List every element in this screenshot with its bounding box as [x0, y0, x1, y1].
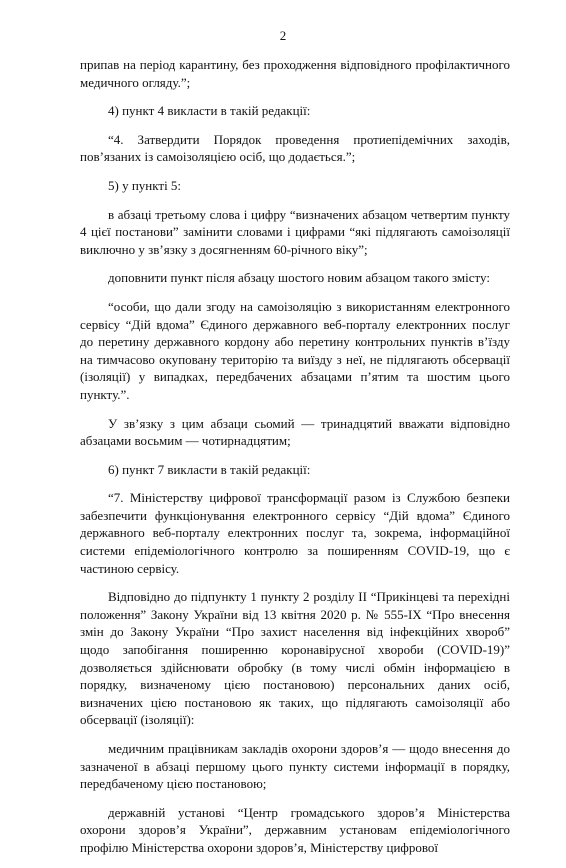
paragraph: державній установі “Центр громадського здоров’я Міністерства охорони здоров’я України”, державним установам епідеміологічного профілю Міністерства охорони здоров’я, Міністерству цифрової: [80, 804, 510, 855]
paragraph: в абзаці третьому слова і цифру “визначених абзацом четвертим пункту 4 цієї постанови” замінити словами і цифрами “які підлягають самоізоляції виключно у зв’язку з досягненням 60-річного віку”;: [80, 206, 510, 257]
paragraph: “7. Міністерству цифрової трансформації разом із Службою безпеки забезпечити функціонування електронного сервісу “Дій вдома” Єдиного державного веб-порталу електронних послуг та, зокрема, інформаційної системи епідеміологічного контролю за поширенням COVID-19, що є частиною сервісу.: [80, 490, 510, 576]
paragraph: Відповідно до підпункту 1 пункту 2 розділу II “Прикінцеві та перехідні положення” Закону України від 13 квітня 2020 р. № 555-IX “Про внесення змін до Закону України “Про захист населення від інфекційних хвороб” щодо запобігання поширенню коронавірусної хвороби (COVID-19)” дозволяється здійснювати обробку (в тому числі обмін інформацією в порядку, визначеному цією постановою) персональних даних осіб, визначених цією постановою як таких, що підлягають самоізоляції або обсервації (ізоляції):: [80, 589, 510, 728]
paragraph: припав на період карантину, без проходження відповідного профілактичного медичного огляду.”;: [80, 57, 510, 90]
paragraph: “4. Затвердити Порядок проведення протиепідемічних заходів, пов’язаних із самоізоляцією осіб, що додається.”;: [80, 131, 510, 165]
page-number: 2: [279, 28, 287, 43]
paragraph: У зв’язку з цим абзаци сьомий — тринадцятий вважати відповідно абзацами восьмим — чотирнадцятим;: [80, 415, 510, 449]
paragraph: 5) у пункті 5:: [108, 177, 182, 193]
paragraph: “особи, що дали згоду на самоізоляцію з використанням електронного сервісу “Дій вдома” Єдиного державного веб-порталу електронних послуг до перетину державного кордону або перетину контрольних пунктів в’їзду на тимчасово окуповану територію та виїзду з неї, не підлягають обсервації (ізоляції) у випадках, передбачених абзацами п’ятим та шостим цього пункту.”.: [80, 298, 510, 402]
paragraph: доповнити пункт після абзацу шостого новим абзацом такого змісту:: [108, 270, 490, 286]
document-body: [80, 56, 510, 868]
paragraph: медичним працівникам закладів охорони здоров’я — щодо внесення до зазначеної в абзаці першому цього пункту системи інформації в порядку, передбаченому цією постановою;: [80, 741, 510, 792]
paragraph: 4) пункт 4 викласти в такій редакції:: [108, 103, 311, 119]
paragraph: 6) пункт 7 викласти в такій редакції:: [108, 461, 311, 477]
